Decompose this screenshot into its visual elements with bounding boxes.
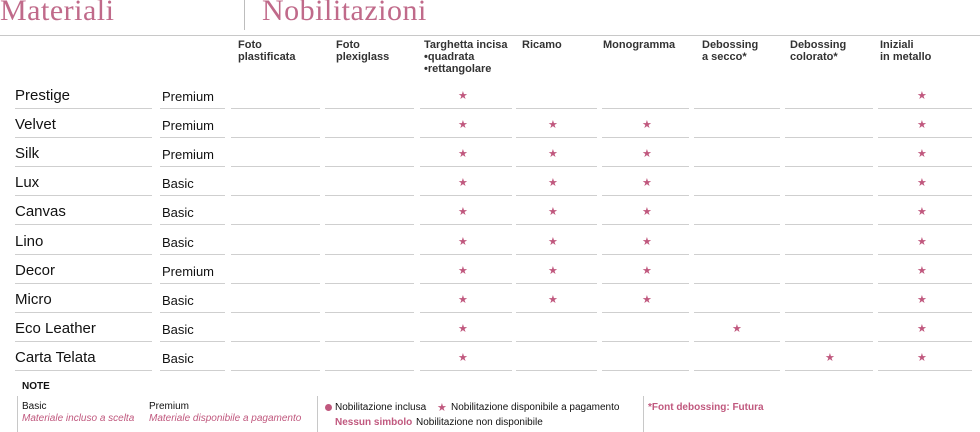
cell-underline xyxy=(15,166,152,167)
star-icon: ★ xyxy=(458,235,468,248)
star-icon: ★ xyxy=(458,119,468,132)
star-icon: ★ xyxy=(548,206,558,219)
cell-underline xyxy=(231,166,320,167)
cell-underline xyxy=(516,370,597,371)
cell-underline xyxy=(231,370,320,371)
star-icon: ★ xyxy=(642,119,652,132)
col-debossing-secco: Debossing a secco* xyxy=(702,39,759,63)
col-ricamo: Ricamo xyxy=(522,39,562,51)
cell-underline xyxy=(15,283,152,284)
star-icon: ★ xyxy=(917,148,927,161)
note-title: NOTE xyxy=(22,381,50,392)
star-icon: ★ xyxy=(642,148,652,161)
cell-underline xyxy=(420,370,512,371)
cell-underline xyxy=(785,283,873,284)
star-icon: ★ xyxy=(642,177,652,190)
cell-underline xyxy=(516,341,597,342)
material-name: Decor xyxy=(15,261,56,279)
cell-underline xyxy=(325,137,414,138)
material-name: Canvas xyxy=(15,203,66,221)
legend-basic-label: Basic xyxy=(22,401,47,412)
cell-underline xyxy=(516,166,597,167)
star-icon: ★ xyxy=(917,177,927,190)
cell-underline xyxy=(420,283,512,284)
cell-underline xyxy=(602,224,689,225)
star-icon: ★ xyxy=(548,293,558,306)
cell-underline xyxy=(602,283,689,284)
star-icon: ★ xyxy=(642,293,652,306)
cell-underline xyxy=(878,283,972,284)
material-name: Silk xyxy=(15,145,40,163)
cell-underline xyxy=(325,224,414,225)
cell-underline xyxy=(694,166,780,167)
cell-underline xyxy=(785,254,873,255)
cell-underline xyxy=(231,254,320,255)
material-name: Velvet xyxy=(15,116,56,134)
cell-underline xyxy=(878,108,972,109)
cell-underline xyxy=(878,137,972,138)
star-icon: ★ xyxy=(642,264,652,277)
col-foto-plastificata: Foto plastificata xyxy=(238,39,296,63)
cell-underline xyxy=(878,254,972,255)
cell-underline xyxy=(785,195,873,196)
cell-underline xyxy=(785,341,873,342)
material-tier: Premium xyxy=(162,89,215,104)
cell-underline xyxy=(694,108,780,109)
star-icon: ★ xyxy=(458,90,468,102)
star-icon: ★ xyxy=(548,148,558,161)
cell-underline xyxy=(231,108,320,109)
cell-underline xyxy=(694,254,780,255)
cell-underline xyxy=(602,341,689,342)
material-tier: Basic xyxy=(162,176,194,192)
material-tier: Basic xyxy=(162,205,194,221)
legend-paid: Nobilitazione disponibile a pagamento xyxy=(451,402,620,413)
star-icon: ★ xyxy=(732,322,742,335)
legend-divider xyxy=(643,396,644,432)
cell-underline xyxy=(785,137,873,138)
legend-included: Nobilitazione inclusa xyxy=(335,402,427,413)
cell-underline xyxy=(325,254,414,255)
star-icon: ★ xyxy=(917,351,927,364)
cell-underline xyxy=(694,283,780,284)
cell-underline xyxy=(602,195,689,196)
cell-underline xyxy=(694,224,780,225)
cell-underline xyxy=(785,108,873,109)
legend-font-note: *Font debossing: Futura xyxy=(648,402,764,413)
material-tier: Basic xyxy=(162,350,194,366)
cell-underline xyxy=(15,224,152,225)
cell-underline xyxy=(785,224,873,225)
star-icon: ★ xyxy=(458,264,468,277)
cell-underline xyxy=(325,108,414,109)
cell-underline xyxy=(160,254,225,255)
cell-underline xyxy=(420,137,512,138)
cell-underline xyxy=(516,312,597,313)
cell-underline xyxy=(785,312,873,313)
cell-underline xyxy=(420,341,512,342)
cell-underline xyxy=(602,108,689,109)
cell-underline xyxy=(516,108,597,109)
cell-underline xyxy=(231,137,320,138)
cell-underline xyxy=(160,312,225,313)
material-name: Lux xyxy=(15,174,40,192)
cell-underline xyxy=(160,370,225,371)
material-tier: Premium xyxy=(162,147,215,163)
cell-underline xyxy=(602,254,689,255)
cell-underline xyxy=(15,312,152,313)
cell-underline xyxy=(231,341,320,342)
material-tier: Premium xyxy=(162,263,215,279)
cell-underline xyxy=(15,254,152,255)
star-icon: ★ xyxy=(458,148,468,161)
cell-underline xyxy=(160,108,225,109)
star-icon: ★ xyxy=(917,264,927,277)
material-name: Prestige xyxy=(15,87,71,104)
cell-underline xyxy=(878,341,972,342)
materials-title: Materiali xyxy=(0,0,115,27)
col-iniziali-metallo: Iniziali in metallo xyxy=(880,39,932,63)
cell-underline xyxy=(516,195,597,196)
star-icon: ★ xyxy=(548,119,558,132)
legend-basic-desc: Materiale incluso a scelta xyxy=(22,413,135,424)
cell-underline xyxy=(420,195,512,196)
finishes-title: Nobilitazioni xyxy=(262,0,427,27)
cell-underline xyxy=(516,254,597,255)
star-icon: ★ xyxy=(642,206,652,219)
cell-underline xyxy=(325,283,414,284)
star-icon: ★ xyxy=(458,177,468,190)
cell-underline xyxy=(602,370,689,371)
cell-underline xyxy=(602,312,689,313)
star-icon: ★ xyxy=(548,177,558,190)
title-divider xyxy=(244,0,245,30)
cell-underline xyxy=(325,166,414,167)
legend-none-symbol: Nessun simbolo xyxy=(335,417,413,428)
dot-icon xyxy=(325,404,332,411)
cell-underline xyxy=(231,312,320,313)
star-icon: ★ xyxy=(917,322,927,335)
star-icon: ★ xyxy=(917,119,927,132)
material-name: Carta Telata xyxy=(15,348,96,366)
cell-underline xyxy=(325,195,414,196)
cell-underline xyxy=(694,370,780,371)
cell-underline xyxy=(325,341,414,342)
star-icon: ★ xyxy=(917,293,927,306)
cell-underline xyxy=(516,283,597,284)
cell-underline xyxy=(231,195,320,196)
cell-underline xyxy=(785,166,873,167)
cell-underline xyxy=(420,224,512,225)
cell-underline xyxy=(878,166,972,167)
star-icon: ★ xyxy=(437,402,447,414)
cell-underline xyxy=(231,224,320,225)
col-monogramma: Monogramma xyxy=(603,39,676,51)
material-name: Micro xyxy=(15,290,52,308)
cell-underline xyxy=(15,370,152,371)
cell-underline xyxy=(420,312,512,313)
cell-underline xyxy=(325,370,414,371)
cell-underline xyxy=(231,283,320,284)
cell-underline xyxy=(602,166,689,167)
star-icon: ★ xyxy=(917,90,927,102)
col-debossing-colorato: Debossing colorato* xyxy=(790,39,847,63)
material-name: Lino xyxy=(15,232,44,250)
cell-underline xyxy=(602,137,689,138)
cell-underline xyxy=(694,195,780,196)
material-tier: Basic xyxy=(162,234,194,250)
cell-underline xyxy=(15,108,152,109)
star-icon: ★ xyxy=(917,235,927,248)
cell-underline xyxy=(878,224,972,225)
cell-underline xyxy=(878,195,972,196)
star-icon: ★ xyxy=(825,351,835,364)
material-name: Eco Leather xyxy=(15,319,96,337)
star-icon: ★ xyxy=(642,235,652,248)
cell-underline xyxy=(516,137,597,138)
cell-underline xyxy=(694,312,780,313)
legend-premium-desc: Materiale disponibile a pagamento xyxy=(149,413,302,424)
cell-underline xyxy=(160,195,225,196)
star-icon: ★ xyxy=(458,206,468,219)
cell-underline xyxy=(785,370,873,371)
star-icon: ★ xyxy=(548,264,558,277)
cell-underline xyxy=(15,137,152,138)
cell-underline xyxy=(15,195,152,196)
material-tier: Basic xyxy=(162,321,194,337)
star-icon: ★ xyxy=(548,235,558,248)
cell-underline xyxy=(694,341,780,342)
legend-divider xyxy=(17,396,18,432)
material-tier: Basic xyxy=(162,292,194,308)
legend-premium-label: Premium xyxy=(149,401,190,412)
header-rule xyxy=(0,35,980,36)
cell-underline xyxy=(325,312,414,313)
cell-underline xyxy=(160,137,225,138)
star-icon: ★ xyxy=(917,206,927,219)
col-foto-plexiglass: Foto plexiglass xyxy=(336,39,390,63)
cell-underline xyxy=(420,254,512,255)
legend-none-desc: Nobilitazione non disponibile xyxy=(416,417,543,428)
star-icon: ★ xyxy=(458,322,468,335)
col-targhetta-incisa: Targhetta incisa •quadrata •rettangolare xyxy=(424,39,508,75)
cell-underline xyxy=(694,137,780,138)
cell-underline xyxy=(160,166,225,167)
cell-underline xyxy=(160,224,225,225)
legend-divider xyxy=(317,396,318,432)
star-icon: ★ xyxy=(458,351,468,364)
cell-underline xyxy=(160,341,225,342)
cell-underline xyxy=(160,283,225,284)
cell-underline xyxy=(878,312,972,313)
cell-underline xyxy=(420,166,512,167)
material-tier: Premium xyxy=(162,118,215,134)
cell-underline xyxy=(15,341,152,342)
star-icon: ★ xyxy=(458,293,468,306)
cell-underline xyxy=(420,108,512,109)
cell-underline xyxy=(878,370,972,371)
cell-underline xyxy=(516,224,597,225)
